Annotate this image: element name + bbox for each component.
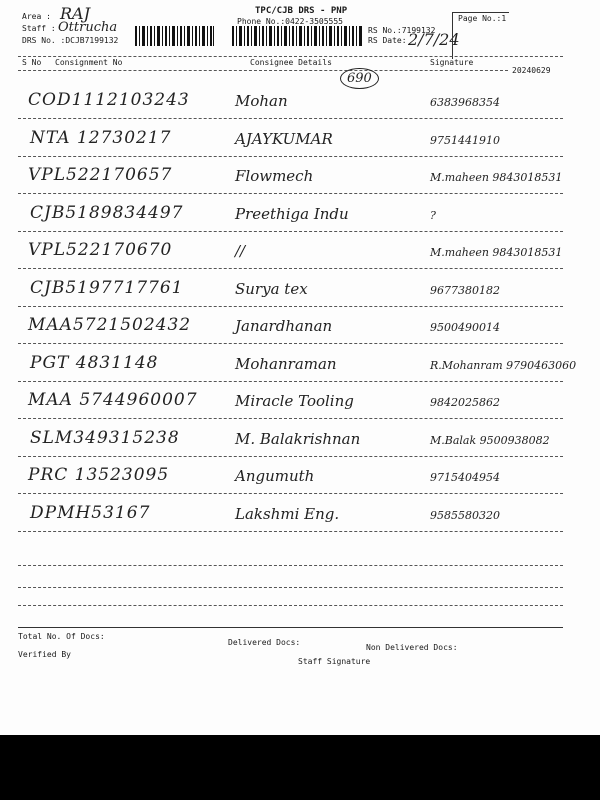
consignment-number: PGT 4831148 <box>30 352 159 373</box>
consignment-number: SLM349315238 <box>30 427 180 448</box>
row-divider <box>18 418 563 419</box>
blank-line-2 <box>18 587 563 588</box>
row-divider <box>18 343 563 344</box>
row-divider <box>18 306 563 307</box>
header-divider-top <box>18 56 563 57</box>
recipient-signature: 9585580320 <box>430 508 500 522</box>
barcode-left <box>135 26 215 46</box>
staff-signature-label: Staff Signature <box>298 657 371 666</box>
recipient-signature: 9751441910 <box>430 133 500 147</box>
recipient-signature: M.Balak 9500938082 <box>430 433 550 447</box>
circled-number: 690 <box>340 68 379 89</box>
non-delivered-docs-label: Non Delivered Docs: <box>366 643 458 652</box>
blank-line-1 <box>18 565 563 566</box>
row-divider <box>18 456 563 457</box>
recipient-signature: 9715404954 <box>430 471 500 484</box>
blank-line-3 <box>18 605 563 606</box>
drs-number: DRS No. :DCJB7199132 <box>22 36 119 45</box>
consignment-number: VPL522170670 <box>28 240 173 260</box>
phone-number: Phone No.:0422-3505555 <box>237 17 343 26</box>
row-divider <box>18 381 563 382</box>
recipient-signature: R.Mohanram 9790463060 <box>430 358 577 372</box>
column-consignment: Consignment No <box>55 58 123 67</box>
consignee-name: Angumuth <box>235 467 315 485</box>
recipient-signature: 9677380182 <box>430 283 500 297</box>
column-sno: S No <box>22 58 42 67</box>
column-signature: Signature <box>430 58 474 67</box>
consignment-number: MAA5721502432 <box>28 315 192 335</box>
consignment-number: CJB5197717761 <box>30 277 184 298</box>
staff-label: Staff : <box>22 24 56 33</box>
consignment-number: PRC 13523095 <box>28 465 170 485</box>
consignment-number: NTA 12730217 <box>30 127 172 148</box>
consignment-number: CJB5189834497 <box>30 202 184 223</box>
column-consignee: Consignee Details <box>250 58 332 67</box>
delivered-docs-label: Delivered Docs: <box>228 638 301 647</box>
row-divider <box>18 118 563 119</box>
consignee-name: Surya tex <box>235 279 308 298</box>
recipient-signature: 6383968354 <box>430 96 500 109</box>
consignee-name: Mohanraman <box>235 354 337 373</box>
area-label: Area : <box>22 12 51 21</box>
recipient-signature: M.maheen 9843018531 <box>430 171 563 184</box>
rs-date-handwritten: 2/7/24 <box>408 30 460 49</box>
recipient-signature: M.maheen 9843018531 <box>430 246 563 259</box>
verified-by-label: Verified By <box>18 650 71 659</box>
scan-black-border <box>0 735 600 800</box>
staff-handwritten: Ottrucha <box>58 20 118 35</box>
consignment-number: VPL522170657 <box>28 165 173 185</box>
barcode-center <box>232 26 362 46</box>
row-divider <box>18 156 563 157</box>
row-divider <box>18 493 563 494</box>
consignment-number: COD1112103243 <box>28 90 190 110</box>
page-number: Page No.:1 <box>458 14 507 23</box>
consignee-name: M. Balakrishnan <box>235 429 361 448</box>
recipient-signature: 9500490014 <box>430 321 500 334</box>
document-title: TPC/CJB DRS - PNP <box>255 6 348 16</box>
consignment-number: MAA 5744960007 <box>28 390 198 410</box>
row-divider <box>18 231 563 232</box>
total-docs-label: Total No. Of Docs: <box>18 632 105 641</box>
rs-date-label: RS Date: <box>368 36 407 45</box>
consignee-name: Preethiga Indu <box>235 204 349 223</box>
recipient-signature: ? <box>430 208 436 222</box>
recipient-signature: 9842025862 <box>430 396 500 409</box>
consignment-number: DPMH53167 <box>30 502 151 523</box>
row-divider <box>18 531 563 532</box>
date-stamp: 20240629 <box>512 66 551 75</box>
consignee-name: AJAYKUMAR <box>235 129 333 148</box>
footer-divider <box>18 627 563 628</box>
row-divider <box>18 268 563 269</box>
area-handwritten: RAJ <box>60 4 91 23</box>
rs-number: RS No.:7199132 <box>368 26 436 35</box>
consignee-name: // <box>235 242 246 260</box>
header-divider-bottom <box>18 70 508 71</box>
consignee-name: Miracle Tooling <box>235 392 354 410</box>
consignee-name: Janardhanan <box>235 317 333 335</box>
row-divider <box>18 193 563 194</box>
consignee-name: Lakshmi Eng. <box>235 504 340 523</box>
consignee-name: Mohan <box>235 92 288 110</box>
consignee-name: Flowmech <box>235 167 314 185</box>
